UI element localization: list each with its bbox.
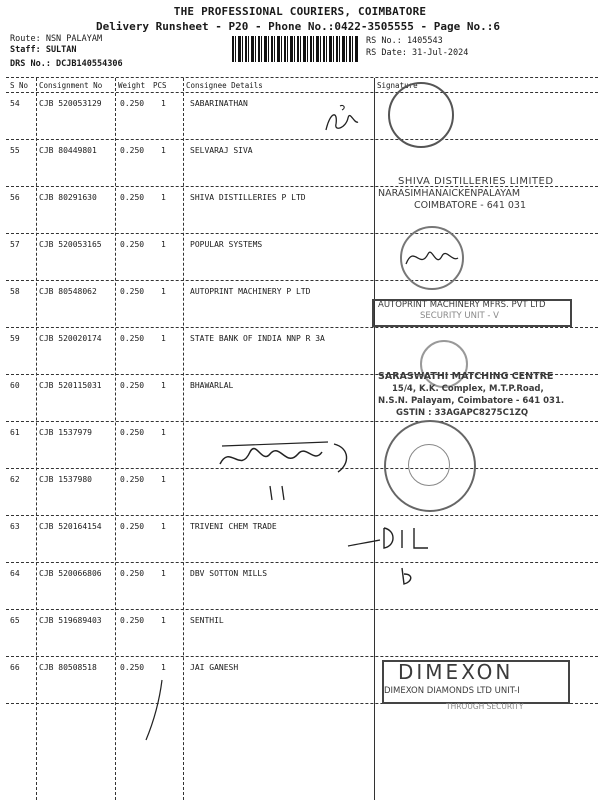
row-weight: 0.250 [120,569,145,578]
column-header-consignment: Consignment No [39,81,103,90]
table-row [0,516,600,563]
row-weight: 0.250 [120,240,145,249]
round-stamp [388,82,454,148]
row-consignee: SELVARAJ SIVA [190,146,253,155]
signature-mark [210,424,360,504]
saraswathi-stamp-line2: 15/4, K.K. Complex, M.T.P.Road, [392,384,544,394]
company-title: THE PROFESSIONAL COURIERS, COIMBATORE [173,5,427,18]
runsheet-subtitle: Delivery Runsheet - P20 - Phone No.:0422-3505555 - Page No.:6 [96,20,500,33]
row-consignee: AUTOPRINT MACHINERY P LTD [190,287,311,296]
rs-number: RS No.: 1405543 [366,36,443,46]
column-header-sno: S No [10,81,29,90]
shiva-stamp-line2: NARASIMHANAICKENPALAYAM [378,188,521,199]
row-weight: 0.250 [120,193,145,202]
row-weight: 0.250 [120,287,145,296]
staff-label: Staff: SULTAN [10,45,77,55]
row-consignee: BHAWARLAL [190,381,234,390]
row-pcs: 1 [161,428,166,437]
row-consignment: CJB 80449801 [39,146,97,155]
table-row [0,328,600,375]
row-sno: 63 [10,522,20,531]
column-header-weight: Weight [118,81,146,90]
row-consignment: CJB 520164154 [39,522,102,531]
row-consignee: POPULAR SYSTEMS [190,240,263,249]
drs-number: DRS No.: DCJB140554306 [10,59,123,69]
row-consignee: STATE BANK OF INDIA NNP R 3A [190,334,325,343]
dimexon-stamp-line3: THROUGH SECURITY [446,702,524,711]
signature-mark [344,520,444,556]
column-header-pcs: PCS [153,81,167,90]
row-consignment: CJB 1537979 [39,428,92,437]
row-pcs: 1 [161,99,166,108]
row-pcs: 1 [161,287,166,296]
row-sno: 56 [10,193,20,202]
row-sno: 60 [10,381,20,390]
row-pcs: 1 [161,663,166,672]
row-sno: 55 [10,146,20,155]
row-sno: 58 [10,287,20,296]
signature-mark [396,564,420,590]
row-sno: 57 [10,240,20,249]
table-row [0,93,600,140]
row-pcs: 1 [161,193,166,202]
table-row [0,610,600,657]
row-weight: 0.250 [120,428,145,437]
row-sno: 65 [10,616,20,625]
row-consignee: JAI GANESH [190,663,239,672]
signature-mark [402,240,462,276]
row-sno: 54 [10,99,20,108]
column-header-signature: Signature [377,81,418,90]
row-pcs: 1 [161,146,166,155]
row-consignee: SABARINATHAN [190,99,248,108]
header-top-rule [6,77,598,78]
barcode [232,36,358,62]
pen-stroke [140,676,170,746]
dimexon-stamp-line1: DIMEXON [398,660,514,684]
row-weight: 0.250 [120,663,145,672]
row-consignee: SENTHIL [190,616,224,625]
row-weight: 0.250 [120,99,145,108]
route-label: Route: NSN PALAYAM [10,34,103,44]
row-consignee: TRIVENI CHEM TRADE [190,522,277,531]
row-pcs: 1 [161,334,166,343]
row-consignment: CJB 519689403 [39,616,102,625]
row-pcs: 1 [161,240,166,249]
row-consignment: CJB 520053165 [39,240,102,249]
saraswathi-stamp-line3: N.S.N. Palayam, Coimbatore - 641 031. [378,396,565,406]
row-consignment: CJB 80548062 [39,287,97,296]
row-sno: 64 [10,569,20,578]
row-consignment: CJB 520066806 [39,569,102,578]
signature-mark [318,100,368,140]
row-weight: 0.250 [120,381,145,390]
row-sno: 61 [10,428,20,437]
row-pcs: 1 [161,522,166,531]
row-consignment: CJB 1537980 [39,475,92,484]
autoprint-stamp-line2: SECURITY UNIT - V [420,311,499,321]
row-consignee: DBV SOTTON MILLS [190,569,268,578]
shiva-stamp-line1: SHIVA DISTILLERIES LIMITED [398,176,554,187]
row-consignment: CJB 520020174 [39,334,102,343]
row-weight: 0.250 [120,616,145,625]
row-consignment: CJB 80508518 [39,663,97,672]
rs-date: RS Date: 31-Jul-2024 [366,48,469,58]
column-header-consignee: Consignee Details [186,81,263,90]
row-consignment: CJB 80291630 [39,193,97,202]
row-sno: 62 [10,475,20,484]
table-row [0,563,600,610]
table-row [0,234,600,281]
row-weight: 0.250 [120,522,145,531]
round-stamp-inner [408,444,450,486]
saraswathi-stamp-line4: GSTIN : 33AGAPC8275C1ZQ [396,408,529,418]
row-weight: 0.250 [120,146,145,155]
row-consignment: CJB 520115031 [39,381,102,390]
autoprint-stamp-line1: AUTOPRINT MACHINERY MFRS. PVT LTD [378,300,546,310]
shiva-stamp-line3: COIMBATORE - 641 031 [414,200,527,211]
row-consignee: SHIVA DISTILLERIES P LTD [190,193,306,202]
row-pcs: 1 [161,475,166,484]
row-weight: 0.250 [120,475,145,484]
dimexon-stamp-line2: DIMEXON DIAMONDS LTD UNIT-I [384,686,520,696]
row-weight: 0.250 [120,334,145,343]
row-sno: 66 [10,663,20,672]
row-consignment: CJB 520053129 [39,99,102,108]
row-pcs: 1 [161,616,166,625]
row-pcs: 1 [161,381,166,390]
row-pcs: 1 [161,569,166,578]
row-sno: 59 [10,334,20,343]
saraswathi-stamp-line1: SARASWATHI MATCHING CENTRE [378,371,554,382]
